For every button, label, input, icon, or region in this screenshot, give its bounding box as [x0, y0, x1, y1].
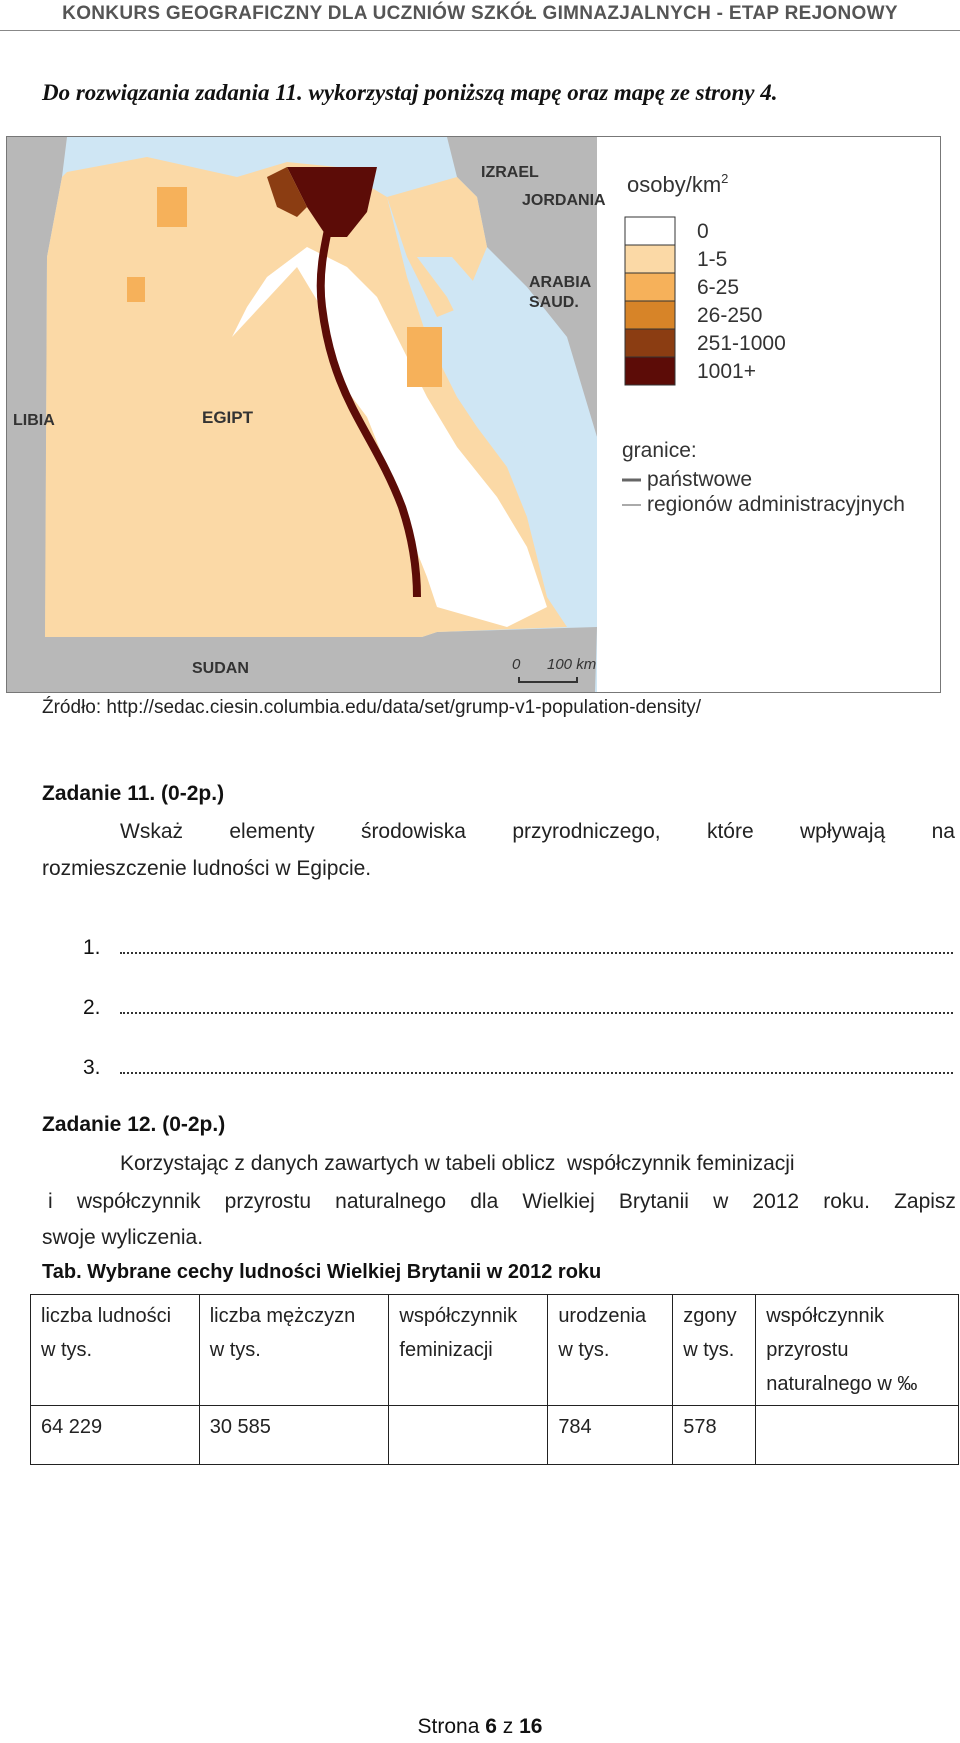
table-header-cell	[199, 1295, 389, 1406]
header-line: współczynnik	[399, 1305, 518, 1327]
word: współczynnik	[76, 1190, 201, 1213]
answer-line-3[interactable]	[83, 1056, 953, 1080]
table-cell[interactable]	[389, 1406, 548, 1465]
legend-swatch	[625, 301, 675, 329]
scale-zero: 0	[512, 656, 521, 673]
header-line: urodzenia	[558, 1305, 647, 1327]
legend-border-state: państwowe	[647, 468, 753, 491]
label-saud: SAUD.	[529, 294, 579, 311]
table-header-cell	[31, 1295, 200, 1406]
legend-border-region: regionów administracyjnych	[647, 493, 905, 516]
task12-line3: swoje wyliczenia.	[42, 1226, 204, 1249]
word: na	[931, 820, 955, 843]
task12-line1: Korzystając z danych zawartych w tabeli oblicz współczynnik feminizacji	[120, 1152, 795, 1175]
word: które	[706, 820, 754, 843]
legend-label: 26-250	[697, 304, 763, 327]
label-izrael: IZRAEL	[481, 164, 539, 181]
header-line: feminizacji	[399, 1339, 493, 1361]
label-arabia: ARABIA	[529, 274, 592, 291]
legend-borders-title: granice:	[622, 439, 697, 462]
answer-dots	[120, 938, 953, 954]
label-egipt: EGIPT	[202, 408, 254, 427]
label-libia: LIBIA	[13, 412, 55, 429]
table-caption: Tab. Wybrane cechy ludności Wielkiej Brytanii w 2012 roku	[42, 1261, 602, 1283]
task11-line2: rozmieszczenie ludności w Egipcie.	[42, 857, 372, 880]
table-header-cell	[548, 1295, 673, 1406]
task12-line2	[48, 1190, 956, 1214]
word: elementy	[229, 820, 315, 843]
header-line: naturalnego w ‰	[766, 1373, 918, 1395]
word: Brytanii	[618, 1190, 689, 1213]
legend-swatch	[625, 217, 675, 245]
task12-title: Zadanie 12. (0-2p.)	[42, 1113, 226, 1136]
word: 2012	[752, 1190, 800, 1213]
label-sudan: SUDAN	[192, 660, 249, 677]
answer-number: 3.	[83, 1056, 101, 1079]
legend-title-main: osoby/km	[627, 172, 722, 197]
legend-label: 0	[697, 220, 709, 243]
table-cell: 784	[548, 1406, 673, 1465]
legend-label: 6-25	[697, 276, 740, 299]
task11-line1	[120, 820, 955, 844]
answer-number: 1.	[83, 936, 101, 959]
word: przyrostu	[224, 1190, 312, 1213]
header-line: w tys.	[558, 1339, 610, 1361]
table-header-row	[31, 1295, 959, 1406]
intro-text: Do rozwiązania zadania 11. wykorzystaj poniższą mapę oraz mapę ze strony 4.	[42, 80, 778, 105]
table-row	[31, 1406, 959, 1465]
header-line: przyrostu	[766, 1339, 849, 1361]
task11-title: Zadanie 11. (0-2p.)	[42, 782, 225, 805]
map-oasis-2	[127, 277, 145, 302]
source-text: Źródło: http://sedac.ciesin.columbia.edu/data/set/grump-v1-population-density/	[42, 697, 702, 718]
answer-line-1[interactable]	[83, 936, 953, 960]
table-header-cell	[389, 1295, 548, 1406]
footer-prefix: Strona	[417, 1715, 480, 1738]
legend-swatch	[625, 357, 675, 385]
table-cell: 30 585	[199, 1406, 389, 1465]
answer-dots	[120, 1058, 953, 1074]
legend-label: 251-1000	[697, 332, 786, 355]
map-oasis-1	[157, 187, 187, 227]
population-density-map	[6, 136, 941, 693]
legend-label: 1-5	[697, 248, 728, 271]
answer-dots	[120, 998, 953, 1014]
map-coast-east	[407, 327, 442, 387]
header-line: w tys.	[683, 1339, 735, 1361]
word: środowiska	[360, 820, 466, 843]
header-line: współczynnik	[766, 1305, 885, 1327]
header-line: w tys.	[41, 1339, 93, 1361]
word: i	[48, 1190, 53, 1213]
answer-number: 2.	[83, 996, 101, 1019]
word: roku.	[823, 1190, 870, 1213]
table-header-cell	[673, 1295, 756, 1406]
scale-label: 100 km	[547, 656, 597, 673]
population-table	[30, 1294, 959, 1465]
legend-swatch	[625, 329, 675, 357]
header-line: liczba mężczyzn	[209, 1305, 356, 1327]
table-cell: 578	[673, 1406, 756, 1465]
legend-label: 1001+	[697, 360, 756, 383]
word: Wielkiej	[522, 1190, 595, 1213]
table-cell[interactable]	[756, 1406, 959, 1465]
answer-line-2[interactable]	[83, 996, 953, 1020]
label-jordania: JORDANIA	[522, 192, 606, 209]
word: wpływają	[800, 820, 886, 843]
legend-swatch	[625, 273, 675, 301]
table-cell: 64 229	[31, 1406, 200, 1465]
legend-title	[627, 171, 728, 197]
footer-sep: z	[502, 1715, 514, 1738]
legend-swatch	[625, 245, 675, 273]
footer-page: 6	[485, 1715, 497, 1738]
legend-title-sup: 2	[721, 171, 729, 186]
footer-total: 16	[519, 1715, 543, 1738]
header-line: zgony	[683, 1305, 737, 1327]
word: dla	[470, 1190, 499, 1213]
header-line: liczba ludności	[41, 1305, 172, 1327]
header-line: w tys.	[209, 1339, 261, 1361]
page-header: KONKURS GEOGRAFICZNY DLA UCZNIÓW SZKÓŁ GIMNAZJALNYCH - ETAP REJONOWY	[0, 0, 960, 31]
word: Wskaż	[120, 820, 183, 843]
page-footer	[0, 1715, 960, 1739]
table-header-cell	[756, 1295, 959, 1406]
word: naturalnego	[335, 1190, 447, 1213]
word: Zapisz	[894, 1190, 956, 1213]
word: przyrodniczego,	[512, 820, 661, 843]
word: w	[713, 1190, 729, 1213]
